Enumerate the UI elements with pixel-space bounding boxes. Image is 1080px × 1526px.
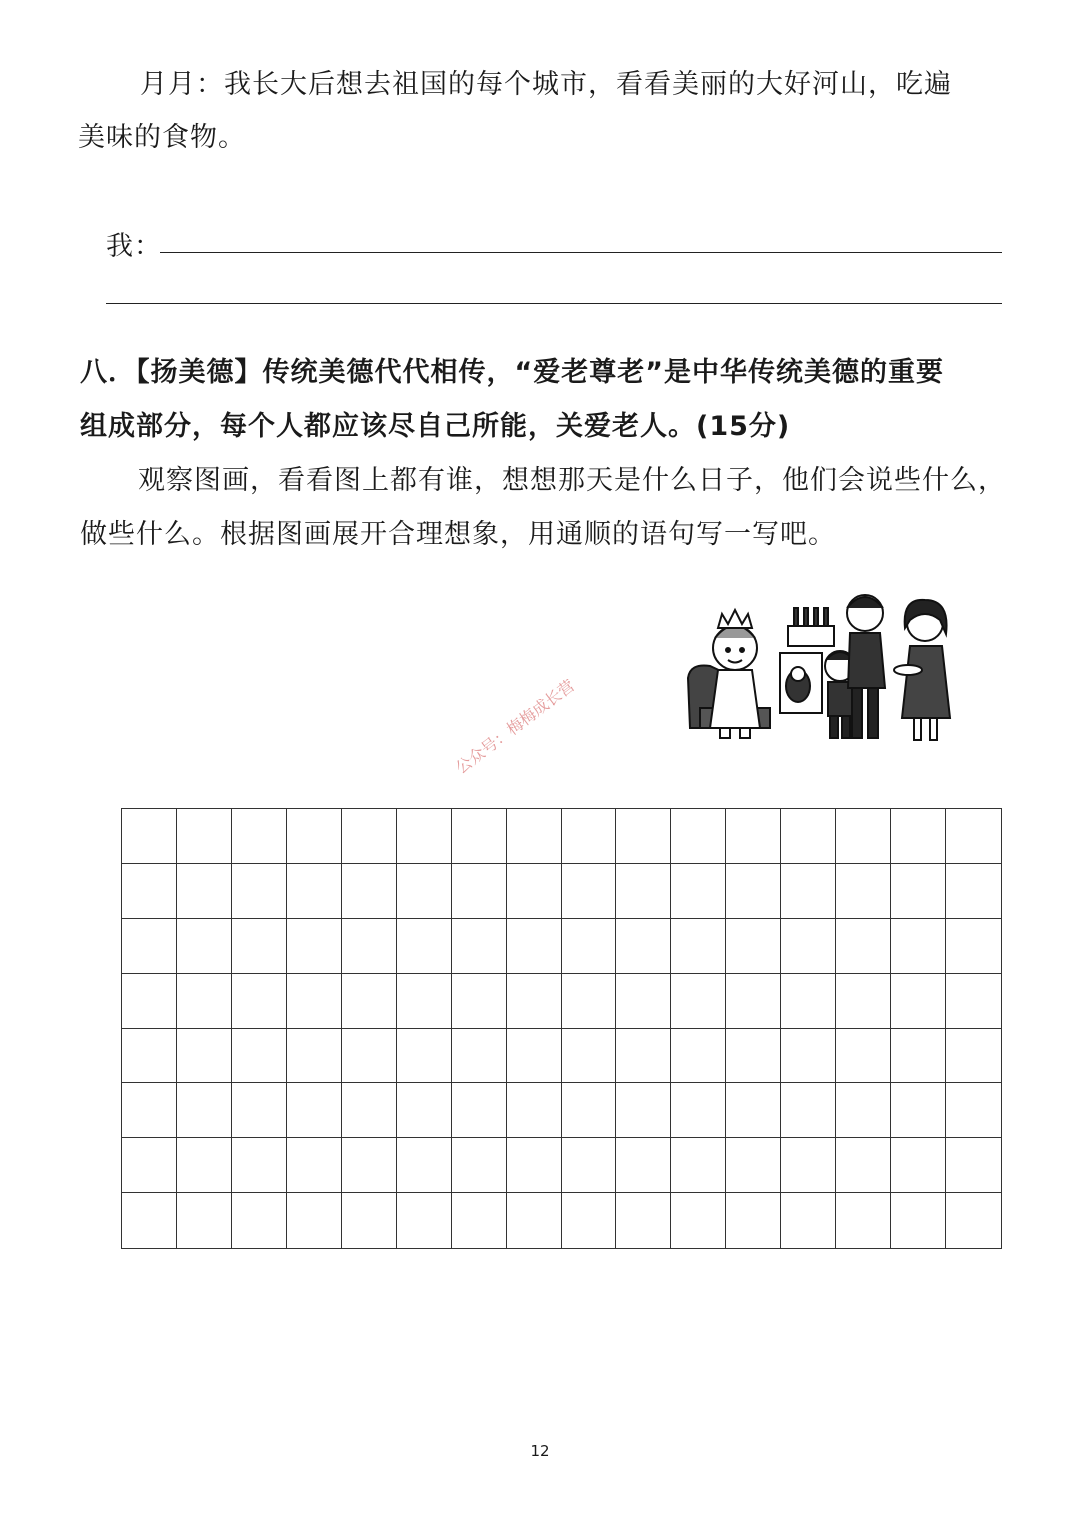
grid-cell[interactable] — [781, 1029, 836, 1084]
grid-cell[interactable] — [781, 809, 836, 864]
grid-cell[interactable] — [671, 864, 726, 919]
grid-cell[interactable] — [287, 1193, 342, 1248]
grid-cell[interactable] — [452, 809, 507, 864]
grid-cell[interactable] — [507, 1138, 562, 1193]
grid-cell[interactable] — [452, 1029, 507, 1084]
grid-cell[interactable] — [342, 1138, 397, 1193]
grid-cell[interactable] — [781, 919, 836, 974]
grid-cell[interactable] — [946, 864, 1001, 919]
grid-cell[interactable] — [836, 974, 891, 1029]
grid-cell[interactable] — [726, 864, 781, 919]
grid-cell[interactable] — [287, 1083, 342, 1138]
grid-cell[interactable] — [507, 809, 562, 864]
grid-cell[interactable] — [781, 1138, 836, 1193]
grid-cell[interactable] — [177, 974, 232, 1029]
grid-cell[interactable] — [122, 1138, 177, 1193]
grid-cell[interactable] — [177, 1193, 232, 1248]
grid-cell[interactable] — [177, 864, 232, 919]
yueyue-line-2: 美味的食物。 — [78, 122, 246, 153]
grid-cell[interactable] — [726, 809, 781, 864]
question-8-title-line-1: 八．【扬美德】传统美德代代相传，“爱老尊老”是中华传统美德的重要 — [80, 357, 944, 388]
grid-cell[interactable] — [287, 919, 342, 974]
grid-cell[interactable] — [122, 974, 177, 1029]
grid-cell[interactable] — [232, 974, 287, 1029]
grid-cell[interactable] — [232, 1193, 287, 1248]
grid-cell[interactable] — [781, 864, 836, 919]
grid-cell[interactable] — [452, 864, 507, 919]
grid-cell[interactable] — [452, 1083, 507, 1138]
grid-cell[interactable] — [507, 919, 562, 974]
answer-line-1[interactable] — [160, 252, 1002, 253]
grid-cell[interactable] — [287, 864, 342, 919]
grid-cell[interactable] — [177, 1029, 232, 1084]
grid-cell[interactable] — [891, 1138, 946, 1193]
grid-cell[interactable] — [616, 1138, 671, 1193]
grid-cell[interactable] — [397, 919, 452, 974]
grid-cell[interactable] — [891, 1083, 946, 1138]
grid-cell[interactable] — [671, 1138, 726, 1193]
grid-cell[interactable] — [891, 1029, 946, 1084]
yueyue-line-1: 月月：我长大后想去祖国的每个城市，看看美丽的大好河山，吃遍 — [140, 69, 952, 100]
grid-cell[interactable] — [452, 1138, 507, 1193]
birthday-family-illustration — [680, 578, 960, 746]
grid-cell[interactable] — [671, 809, 726, 864]
grid-cell[interactable] — [946, 809, 1001, 864]
grid-cell[interactable] — [342, 1029, 397, 1084]
grid-cell[interactable] — [507, 1029, 562, 1084]
grid-cell[interactable] — [562, 1193, 617, 1248]
me-label: 我： — [106, 231, 162, 262]
grid-cell[interactable] — [232, 919, 287, 974]
grid-cell[interactable] — [616, 1083, 671, 1138]
grid-cell[interactable] — [891, 919, 946, 974]
grid-cell[interactable] — [562, 974, 617, 1029]
grid-cell[interactable] — [122, 919, 177, 974]
grid-cell[interactable] — [836, 1193, 891, 1248]
grid-cell[interactable] — [891, 1193, 946, 1248]
grid-cell[interactable] — [452, 919, 507, 974]
grid-cell[interactable] — [122, 1193, 177, 1248]
grid-cell[interactable] — [452, 1193, 507, 1248]
grid-cell[interactable] — [232, 864, 287, 919]
grid-cell[interactable] — [836, 1029, 891, 1084]
grid-cell[interactable] — [726, 974, 781, 1029]
grid-cell[interactable] — [287, 809, 342, 864]
grid-cell[interactable] — [122, 809, 177, 864]
grid-cell[interactable] — [726, 1138, 781, 1193]
question-8-title-line-2: 组成部分，每个人都应该尽自己所能，关爱老人。(15分) — [80, 411, 791, 442]
grid-cell[interactable] — [726, 1029, 781, 1084]
grid-cell[interactable] — [177, 919, 232, 974]
grid-cell[interactable] — [287, 1029, 342, 1084]
grid-cell[interactable] — [616, 1193, 671, 1248]
grid-cell[interactable] — [342, 1083, 397, 1138]
grid-cell[interactable] — [836, 1138, 891, 1193]
grid-cell[interactable] — [781, 1083, 836, 1138]
grid-cell[interactable] — [946, 919, 1001, 974]
watermark: 公众号：梅梅成长营 — [451, 675, 579, 778]
grid-cell[interactable] — [781, 974, 836, 1029]
grid-cell[interactable] — [232, 1138, 287, 1193]
grid-cell[interactable] — [836, 809, 891, 864]
grid-cell[interactable] — [671, 1029, 726, 1084]
grid-cell[interactable] — [726, 1193, 781, 1248]
grid-cell[interactable] — [452, 974, 507, 1029]
grid-cell[interactable] — [122, 1029, 177, 1084]
grid-cell[interactable] — [891, 809, 946, 864]
writing-grid[interactable] — [121, 808, 1002, 1249]
grid-cell[interactable] — [946, 1193, 1001, 1248]
grid-cell[interactable] — [177, 809, 232, 864]
grid-cell[interactable] — [891, 974, 946, 1029]
grid-cell[interactable] — [507, 1083, 562, 1138]
instruction-line-1: 观察图画，看看图上都有谁，想想那天是什么日子，他们会说些什么， — [138, 465, 1006, 496]
grid-cell[interactable] — [562, 809, 617, 864]
instruction-line-2: 做些什么。根据图画展开合理想象，用通顺的语句写一写吧。 — [80, 519, 836, 550]
answer-line-2[interactable] — [106, 303, 1002, 304]
grid-cell[interactable] — [946, 1138, 1001, 1193]
grid-cell[interactable] — [397, 1083, 452, 1138]
grid-cell[interactable] — [891, 864, 946, 919]
grid-cell[interactable] — [397, 809, 452, 864]
grid-cell[interactable] — [342, 974, 397, 1029]
grid-cell[interactable] — [342, 864, 397, 919]
grid-cell[interactable] — [287, 974, 342, 1029]
grid-cell[interactable] — [946, 1029, 1001, 1084]
grid-cell[interactable] — [616, 974, 671, 1029]
grid-cell[interactable] — [177, 1083, 232, 1138]
grid-cell[interactable] — [397, 974, 452, 1029]
grid-cell[interactable] — [726, 919, 781, 974]
grid-cell[interactable] — [616, 864, 671, 919]
grid-cell[interactable] — [836, 919, 891, 974]
grid-cell[interactable] — [232, 1083, 287, 1138]
grid-cell[interactable] — [671, 974, 726, 1029]
grid-cell[interactable] — [177, 1138, 232, 1193]
grid-cell[interactable] — [397, 1138, 452, 1193]
grid-cell[interactable] — [836, 1083, 891, 1138]
grid-cell[interactable] — [671, 919, 726, 974]
grid-cell[interactable] — [562, 919, 617, 974]
grid-cell[interactable] — [122, 1083, 177, 1138]
grid-cell[interactable] — [507, 1193, 562, 1248]
grid-cell[interactable] — [671, 1193, 726, 1248]
grid-cell[interactable] — [232, 809, 287, 864]
grid-cell[interactable] — [342, 919, 397, 974]
grid-cell[interactable] — [616, 809, 671, 864]
grid-cell[interactable] — [781, 1193, 836, 1248]
grid-cell[interactable] — [397, 1029, 452, 1084]
grid-cell[interactable] — [562, 864, 617, 919]
grid-cell[interactable] — [836, 864, 891, 919]
grid-cell[interactable] — [616, 1029, 671, 1084]
grid-cell[interactable] — [946, 974, 1001, 1029]
grid-cell[interactable] — [562, 1029, 617, 1084]
grid-cell[interactable] — [562, 1083, 617, 1138]
grid-cell[interactable] — [287, 1138, 342, 1193]
grid-cell[interactable] — [397, 864, 452, 919]
grid-cell[interactable] — [122, 864, 177, 919]
grid-cell[interactable] — [507, 864, 562, 919]
grid-cell[interactable] — [562, 1138, 617, 1193]
grid-cell[interactable] — [946, 1083, 1001, 1138]
page-number: 12 — [530, 1442, 550, 1460]
grid-cell[interactable] — [507, 974, 562, 1029]
grid-cell[interactable] — [726, 1083, 781, 1138]
grid-cell[interactable] — [342, 809, 397, 864]
grid-cell[interactable] — [671, 1083, 726, 1138]
grid-cell[interactable] — [342, 1193, 397, 1248]
grid-cell[interactable] — [232, 1029, 287, 1084]
grid-cell[interactable] — [397, 1193, 452, 1248]
grid-cell[interactable] — [616, 919, 671, 974]
